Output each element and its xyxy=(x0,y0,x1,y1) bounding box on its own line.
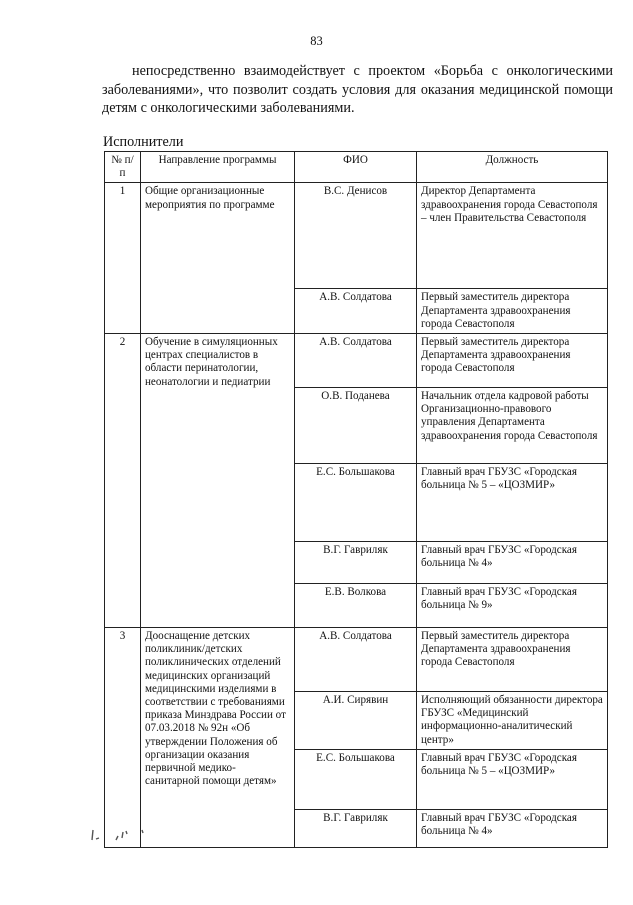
row-position: Главный врач ГБУЗС «Городская больница № 4» xyxy=(417,809,608,847)
row-position: Первый заместитель директора Департамента здравоохранения города Севастополя xyxy=(417,334,608,388)
table-row xyxy=(105,334,608,388)
row-fio: А.В. Солдатова xyxy=(295,628,417,692)
section-title: Исполнители xyxy=(103,134,184,150)
row-num: 1 xyxy=(105,183,141,334)
header-direction: Направление программы xyxy=(141,152,295,183)
row-direction: Общие организационные мероприятия по программе xyxy=(141,183,295,334)
header-fio: ФИО xyxy=(295,152,417,183)
row-num: 3 xyxy=(105,628,141,848)
page-number: 83 xyxy=(310,34,323,48)
row-fio: Е.С. Большакова xyxy=(295,464,417,542)
row-position: Первый заместитель директора Департамента здравоохранения города Севастополя xyxy=(417,289,608,334)
row-position: Директор Департамента здравоохранения города Севастополя – член Правительства Севастополя xyxy=(417,183,608,289)
table-row xyxy=(105,628,608,692)
row-position: Начальник отдела кадровой работы Организационно-правового управления Департамента здравоохранения города Севастополя xyxy=(417,388,608,464)
row-fio: А.И. Сирявин xyxy=(295,692,417,750)
row-fio: В.Г. Гавриляк xyxy=(295,542,417,584)
executors-table xyxy=(104,151,608,848)
row-position: Главный врач ГБУЗС «Городская больница № 5 – «ЦОЗМИР» xyxy=(417,464,608,542)
row-fio: А.В. Солдатова xyxy=(295,289,417,334)
row-direction: Обучение в симуляционных центрах специалистов в области перинатологии, неонатологии и педиатрии xyxy=(141,334,295,628)
table-header-row xyxy=(105,152,608,183)
row-fio: Е.С. Большакова xyxy=(295,749,417,809)
intro-paragraph: непосредственно взаимодействует с проектом «Борьба с онкологическими заболеваниями», что позволит создать условия для оказания медицинской помощи детям с онкологическими заболеваниями. xyxy=(102,63,613,116)
row-fio: В.Г. Гавриляк xyxy=(295,809,417,847)
row-fio: Е.В. Волкова xyxy=(295,584,417,628)
row-position: Главный врач ГБУЗС «Городская больница № 4» xyxy=(417,542,608,584)
row-fio: В.С. Денисов xyxy=(295,183,417,289)
row-fio: А.В. Солдатова xyxy=(295,334,417,388)
header-position: Должность xyxy=(417,152,608,183)
row-num: 2 xyxy=(105,334,141,628)
row-direction: Дооснащение детских поликлиник/детских поликлинических отделений медицинских организаций медицинскими изделиями в соответствии с требованиями приказа Минздрава России от 07.03.2018 № 92н «Об утверждении Положения об организации оказания первичной медико-санитарной помощи детям» xyxy=(141,628,295,848)
scan-mark-decoration xyxy=(90,826,160,844)
row-fio: О.В. Поданева xyxy=(295,388,417,464)
row-position: Первый заместитель директора Департамента здравоохранения города Севастополя xyxy=(417,628,608,692)
row-position: Исполняющий обязанности директора ГБУЗС «Медицинский информационно-аналитический центр» xyxy=(417,692,608,750)
row-position: Главный врач ГБУЗС «Городская больница № 9» xyxy=(417,584,608,628)
table-row xyxy=(105,183,608,289)
row-position: Главный врач ГБУЗС «Городская больница № 5 – «ЦОЗМИР» xyxy=(417,749,608,809)
header-num: № п/п xyxy=(105,152,141,183)
